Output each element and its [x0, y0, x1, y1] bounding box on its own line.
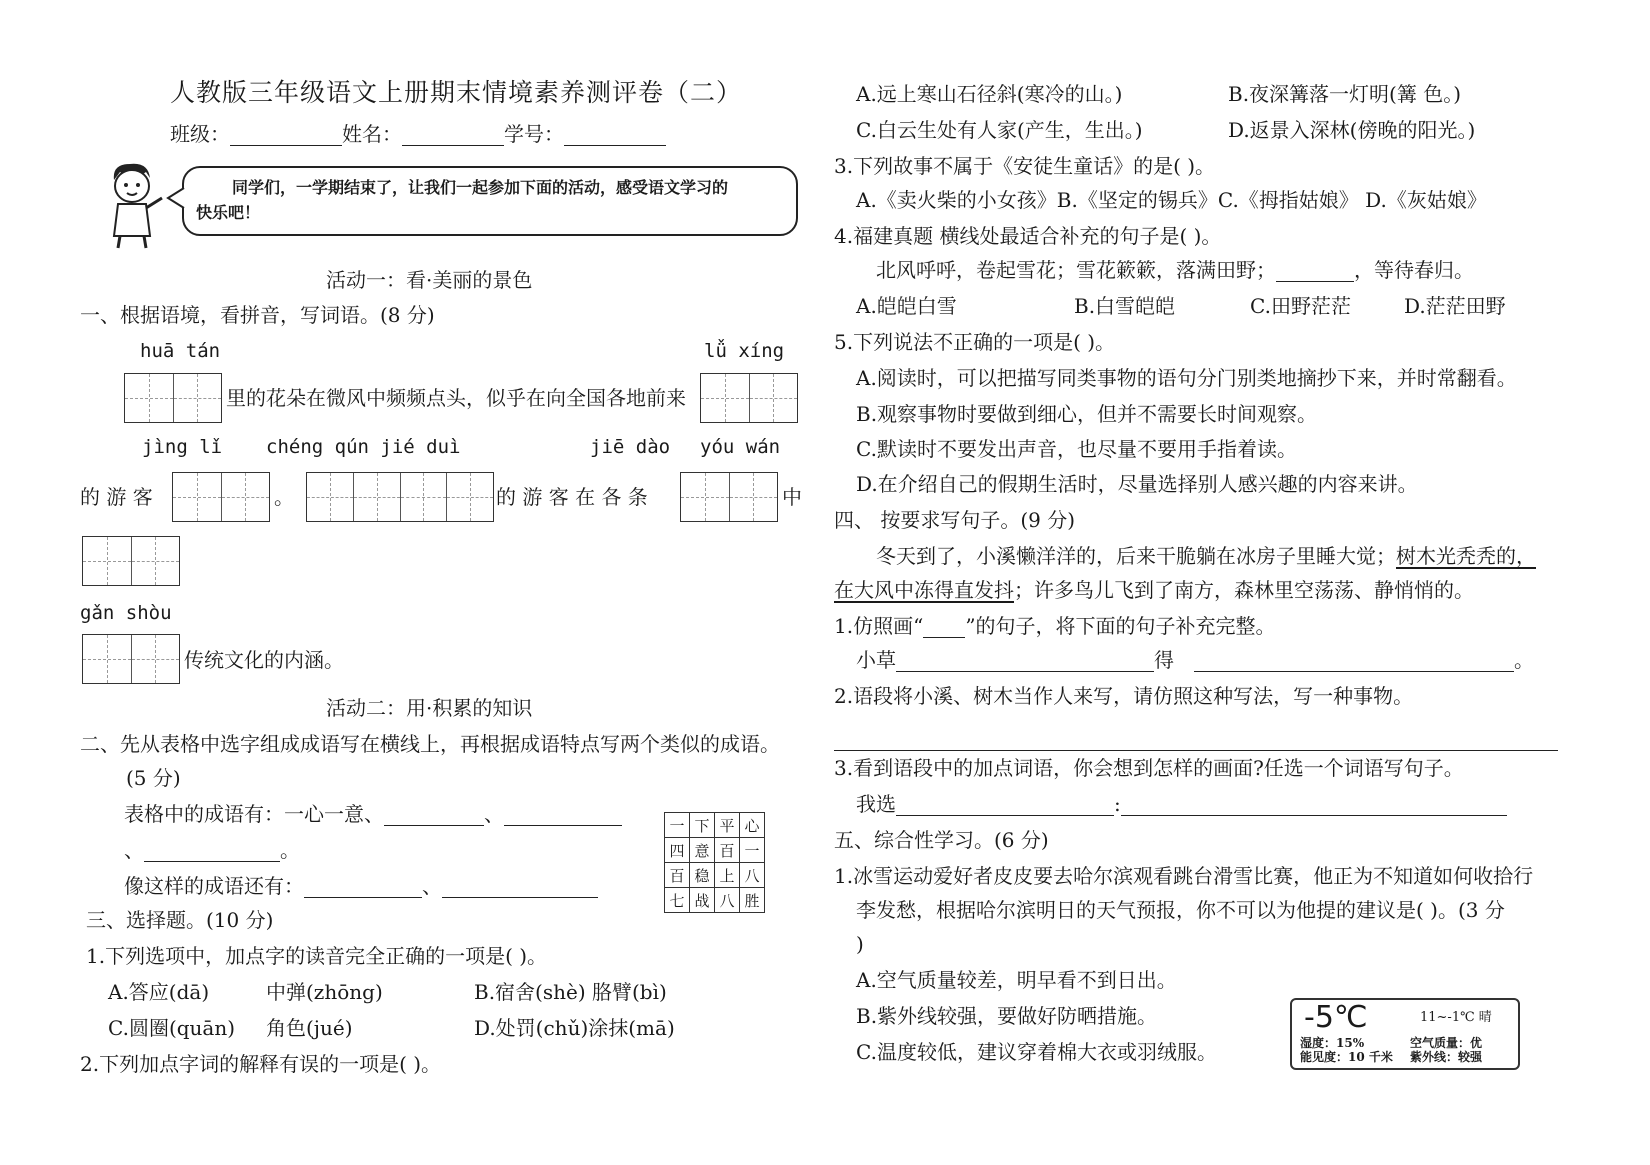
q1-sentence-2c: 的 游 客 在 各 条 — [496, 485, 648, 509]
grass-answer-field-2[interactable] — [1194, 649, 1514, 672]
q5-item-1c: ) — [856, 932, 864, 956]
q3-4-option-d[interactable]: D.茫茫田野 — [1404, 294, 1506, 318]
q3-4-option-b[interactable]: B.白雪皑皑 — [1074, 294, 1176, 318]
q4-paragraph-1: 冬天到了，小溪懒洋洋的，后来干脆躺在冰房子里睡大觉；树木光秃秃的， — [876, 544, 1536, 568]
q3-4-blank[interactable] — [1276, 259, 1354, 282]
q4-underlined-2: 在大风中冻得直发抖 — [834, 578, 1014, 602]
question-5-title: 五、综合性学习。(6 分) — [834, 828, 1049, 852]
q3-1-option-d[interactable]: D.处罚(chǔ)涂抹(mā) — [474, 1016, 675, 1040]
q3-2-option-d[interactable]: D.返景入深林(傍晚的阳光。) — [1228, 118, 1476, 142]
pinyin-lvxing: lǚ xíng — [704, 340, 785, 362]
weather-range: 11~-1℃ 晴 — [1420, 1010, 1492, 1025]
q4-paragraph-2: 在大风中冻得直发抖；许多鸟儿飞到了南方，森林里空荡荡、静悄悄的。 — [834, 578, 1474, 602]
pinyin-ganshou: gǎn shòu — [80, 602, 172, 624]
similar-idiom-field-1[interactable] — [304, 875, 422, 898]
intro-bubble — [182, 166, 798, 236]
q3-item-4: 4.福建真题 横线处最适合补充的句子是( )。 — [834, 224, 1222, 248]
pinyin-chengqunjiedui: chéng qún jié duì — [266, 436, 461, 458]
question-3-title: 三、选择题。(10 分) — [86, 908, 274, 932]
answer-box-jingli[interactable] — [172, 472, 270, 522]
question-2-score: (5 分) — [126, 766, 181, 790]
q1-sentence-2a: 的 游 客 — [80, 485, 153, 509]
q3-item-1: 1.下列选项中，加点字的读音完全正确的一项是( )。 — [86, 944, 548, 968]
q1-period: 。 — [274, 485, 294, 509]
q3-4-option-c[interactable]: C.田野茫茫 — [1250, 294, 1351, 318]
activity-1-heading: 活动一：看·美丽的景色 — [326, 268, 533, 292]
q4-1-answer: 小草 得 。 — [856, 648, 1534, 672]
idiom-field-1[interactable] — [384, 803, 484, 826]
q3-item-3: 3.下列故事不属于《安徒生童话》的是( )。 — [834, 154, 1216, 178]
number-label: 学号： — [504, 122, 564, 146]
answer-box-huatan[interactable] — [124, 373, 222, 423]
q3-1-option-c2: 角色(jué) — [266, 1016, 353, 1040]
q5-item-1b: 李发愁，根据哈尔滨明日的天气预报，你不可以为他提的建议是( )。(3 分 — [856, 898, 1505, 922]
weather-humidity: 湿度：15% — [1300, 1036, 1365, 1050]
class-field[interactable] — [230, 123, 342, 146]
q4-3-answer: 我选 : — [856, 792, 1507, 816]
q5-option-a[interactable]: A.空气质量较差，明早看不到日出。 — [856, 968, 1177, 992]
q3-item-2: 2.下列加点字词的解释有误的一项是( )。 — [80, 1052, 442, 1076]
q4-underlined-1: 树木光秃秃的， — [1396, 544, 1536, 568]
answer-box-lvxing[interactable] — [700, 373, 798, 423]
pinyin-jiedao: jiē dào — [590, 436, 671, 458]
q3-4-text: 北风呼呼，卷起雪花；雪花簌簌，落满田野； ，等待春归。 — [876, 258, 1474, 282]
answer-box-jiedao[interactable] — [680, 472, 778, 522]
q3-3-options[interactable]: A.《卖火柴的小女孩》B.《坚定的锡兵》C.《拇指姑娘》 D.《灰姑娘》 — [856, 188, 1487, 212]
idiom-field-3[interactable] — [144, 839, 280, 862]
question-1-title: 一、根据语境，看拼音，写词语。(8 分) — [80, 303, 435, 327]
class-label: 班级： — [170, 122, 230, 146]
student-cartoon-icon — [100, 160, 170, 250]
weather-temp: -5℃ — [1304, 1000, 1368, 1035]
answer-box-chengqunjiedui[interactable] — [306, 472, 494, 522]
weather-uv: 紫外线：较强 — [1410, 1050, 1483, 1064]
weather-air: 空气质量：优 — [1410, 1036, 1483, 1050]
intro-text: 同学们，一学期结束了，让我们一起参加下面的活动，感受语文学习的 — [232, 178, 729, 197]
q2-line-2: 像这样的成语还有： 、 — [124, 874, 598, 898]
q4-item-3: 3.看到语段中的加点词语，你会想到怎样的画面?任选一个词语写句子。 — [834, 756, 1464, 780]
idiom-character-grid: 一 下 平 心 四 意 百 一 百 稳 上 八 七 战 八 胜 — [664, 812, 765, 913]
similar-idiom-field-2[interactable] — [442, 875, 598, 898]
student-info — [170, 122, 666, 146]
q4-item-1: 1.仿照画“ ”的句子，将下面的句子补充完整。 — [834, 614, 1276, 638]
page-title: 人教版三年级语文上册期末情境素养测评卷（二） — [170, 78, 743, 107]
answer-box-ganshou[interactable] — [82, 634, 180, 684]
sentence-field[interactable] — [1121, 793, 1507, 816]
q3-5-option-d[interactable]: D.在介绍自己的假期生活时，尽量选择别人感兴趣的内容来讲。 — [856, 472, 1418, 496]
activity-2-heading: 活动二：用·积累的知识 — [326, 696, 533, 720]
grass-answer-field-1[interactable] — [896, 649, 1154, 672]
weather-visibility: 能见度：10 千米 — [1300, 1050, 1393, 1064]
q5-item-1: 1.冰雪运动爱好者皮皮要去哈尔滨观看跳台滑雪比赛，他正为不知道如何收拾行 — [834, 864, 1534, 888]
answer-box-youwan[interactable] — [82, 536, 180, 586]
q4-2-answer-line[interactable] — [834, 728, 1558, 751]
bubble-tail-icon — [166, 186, 186, 210]
question-2-title: 二、先从表格中选字组成成语写在横线上，再根据成语特点写两个类似的成语。 — [80, 732, 780, 756]
idiom-field-2[interactable] — [504, 803, 622, 826]
pinyin-youwan: yóu wán — [700, 436, 781, 458]
q5-option-c[interactable]: C.温度较低，建议穿着棉大衣或羽绒服。 — [856, 1040, 1217, 1064]
q3-item-5: 5.下列说法不正确的一项是( )。 — [834, 330, 1116, 354]
q5-option-b[interactable]: B.紫外线较强，要做好防晒措施。 — [856, 1004, 1158, 1028]
q1-sentence-3: 传统文化的内涵。 — [184, 648, 344, 672]
number-field[interactable] — [564, 123, 666, 146]
q3-1-option-a[interactable]: A.答应(dā) — [108, 980, 210, 1004]
q2-line-1: 表格中的成语有：一心一意、 、 — [124, 802, 622, 826]
question-4-title: 四、 按要求写句子。(9 分) — [834, 508, 1076, 532]
q3-1-option-a2: 中弹(zhōng) — [266, 980, 383, 1004]
pinyin-huatan: huā tán — [140, 340, 221, 362]
intro-text-2: 快乐吧！ — [196, 203, 261, 222]
name-label: 姓名： — [342, 122, 402, 146]
pinyin-jingli: jìng lǐ — [142, 436, 223, 458]
q3-5-option-c[interactable]: C.默读时不要发出声音，也尽量不要用手指着读。 — [856, 437, 1297, 461]
q3-5-option-a[interactable]: A.阅读时，可以把描写同类事物的语句分门别类地摘抄下来，并时常翻看。 — [856, 366, 1517, 390]
q4-item-2: 2.语段将小溪、树木当作人来写，请仿照这种写法，写一种事物。 — [834, 684, 1414, 708]
q1-sentence-1: 里的花朵在微风中频频点头，似乎在向全国各地前来 — [226, 386, 686, 410]
q3-2-option-a[interactable]: A.远上寒山石径斜(寒冷的山。) — [856, 82, 1123, 106]
chosen-word-field[interactable] — [896, 793, 1114, 816]
name-field[interactable] — [402, 123, 504, 146]
q3-2-option-b[interactable]: B.夜深篝落一灯明(篝 色。) — [1228, 82, 1462, 106]
q3-2-option-c[interactable]: C.白云生处有人家(产生，生出。) — [856, 118, 1143, 142]
q2-line-1b: 、 。 — [124, 838, 300, 862]
q1-sentence-2d: 中 — [782, 485, 802, 509]
q3-4-option-a[interactable]: A.皑皑白雪 — [856, 294, 957, 318]
q3-5-option-b[interactable]: B.观察事物时要做到细心，但并不需要长时间观察。 — [856, 402, 1318, 426]
q3-1-option-c[interactable]: C.圆圈(quān) — [108, 1016, 236, 1040]
q3-1-option-b[interactable]: B.宿舍(shè) 胳臂(bì) — [474, 980, 667, 1004]
